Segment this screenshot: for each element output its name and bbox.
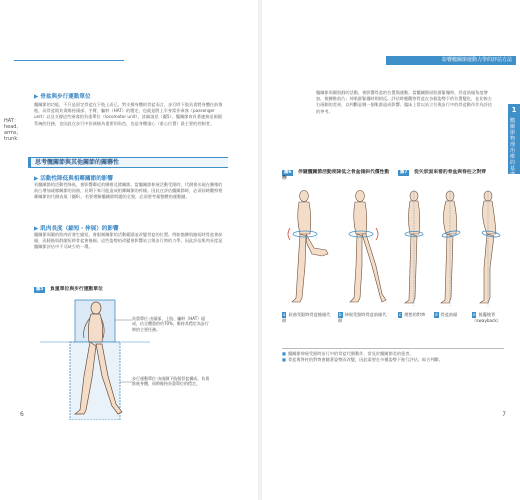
figure-7-title	[398, 170, 508, 176]
figure-7-title-text: 從矢狀面來看的骨盆與脊柱之對齊	[414, 170, 487, 175]
right-intro-paragraph: 髖關節周圍肌群的活動，會影響骨盆的位置與運動。當髖關節屈肌群緊繃時，骨盆前傾角度增加，使腰椎前凸；伸肌群緊繃時則相反。評估時應觀察骨盆在各個姿勢下的位置變化，並比較左右兩側的差異，以判斷是哪一個肌群造成影響。臨床上常以站立位與步行中的骨盆動作作為評估的參考。	[316, 90, 492, 114]
subheading-ankle-text: 活動性降低與相鄰關節的影響	[40, 176, 113, 182]
locomotor-unit-callout: 步行運動單位 由兩側下肢與骨盆構成，負責推進身體，同時維持負重單位的穩定。	[132, 376, 210, 387]
figure-7-illustration	[398, 188, 508, 308]
subheading-length	[34, 224, 119, 232]
figure-5-title	[34, 287, 103, 293]
caption-e-marker: e	[473, 312, 476, 317]
note-2	[282, 357, 504, 363]
page-number-right: 7	[502, 411, 506, 418]
figure-5-title-text: 負重單位與步行運動單位	[50, 287, 103, 292]
figure-6-title	[282, 170, 392, 182]
figure-6-title-text: 伴隨髖關節活動度降低之骨盆傾斜代償性動作	[282, 170, 390, 181]
subheading-length-text: 肌肉長度（縮短・伸展）的影響	[40, 226, 119, 232]
subheading-ankle	[34, 174, 113, 182]
right-page	[262, 0, 520, 500]
triangle-marker-icon: ▶	[34, 94, 39, 100]
caption-e	[472, 312, 508, 323]
note-bullet-icon: ■	[282, 357, 286, 362]
caption-a-marker: a	[283, 312, 286, 317]
subheading-walk-text: 骨盆與步行運動單位	[40, 94, 91, 100]
caption-a-text: 屈曲受限時骨盆後傾代償	[282, 312, 331, 323]
triangle-marker-icon: ▶	[34, 176, 39, 182]
chapter-number: 1	[511, 106, 517, 114]
caption-d-marker: d	[435, 312, 438, 317]
caption-d	[434, 312, 468, 318]
page-number-left: 6	[20, 411, 24, 418]
figure-5-badge: 圖5	[36, 287, 44, 292]
caption-c-text: 理想的對齊	[404, 312, 426, 317]
section-heading: 思考髖關節與其他關節的關聯性	[28, 157, 228, 168]
passenger-unit-callout: 負重單位 由頭部、上肢、軀幹（HAT）組成，佔全體重的約70%，維持其穩定為步行時的主要任務。	[132, 316, 209, 332]
caption-e-text: 搖擺後背（swayback）	[472, 312, 501, 323]
figure-6-illustration	[282, 188, 392, 308]
marginal-note: HAT：head, arms, trunk	[4, 118, 19, 142]
note-2-text: 骨盆與脊柱的對齊會隨著姿勢而改變，因此需要在多種姿勢下進行評估，綜合判斷。	[287, 357, 443, 362]
caption-b-marker: b	[339, 312, 342, 317]
caption-c	[398, 312, 432, 318]
figure-7-badge: 圖7	[400, 170, 408, 175]
note-bullet-icon: ■	[282, 351, 286, 356]
triangle-marker-icon: ▶	[34, 226, 39, 232]
caption-b-text: 伸展受限時骨盆前傾代償	[338, 312, 387, 323]
intro-paragraph: 髖關節的功能，不只是固定骨盆在下肢上而已。對支撐身體的骨盆而言，步行時下肢負責將身體往前推進，而骨盆則負責維持頭部、手臂、軀幹（HAT）的穩定，也就是將上半身當作乘客（passenger unit）以及支撐這些乘客的負重單位（locomotor unit），詳細請見（圖5）。髖關節肩負著連接這兩個系統的任務，也因此在步行中扮演極為重要的角色，也是身體重心（重心位置）最主要的控制者。	[34, 102, 223, 126]
figure-notes	[282, 348, 504, 363]
note-1-text: 髖關節伸展受限時步行中的骨盆代償動作，常見於髖關節炎的患者。	[287, 351, 414, 356]
chapter-side-tab	[508, 104, 520, 178]
caption-c-marker: c	[399, 312, 402, 317]
caption-b	[338, 312, 390, 323]
running-header: 影響髖關節運動力學的評估方法	[386, 56, 516, 65]
header-rule	[14, 60, 124, 61]
chapter-label: 髖關節物理治療的基礎	[510, 118, 516, 178]
figure-6-badge: 圖6	[284, 170, 292, 175]
left-page	[0, 0, 258, 500]
caption-d-text: 骨盆前傾	[440, 312, 458, 317]
subheading-walk	[34, 92, 91, 100]
length-paragraph: 髖關節周圍的肌肉若發生縮短，會限制關節的活動範圍並改變骨盆的位置。例如髂腰肌縮短時骨盆會前傾，而腿後肌群縮短時骨盆會後傾。這些姿勢的改變會影響站立與步行時的力學，因此評估肌肉長度是髖關節評估中不可缺少的一環。	[34, 232, 223, 250]
ankle-paragraph: 若髖關節的活動性降低，會影響鄰近的腰椎及膝關節。當髖關節伸展活動受限時，代償會出現在腰椎的前凸增加或膝關節的屈曲，長期下來可能造成相鄰關節的疼痛。因此在評估髖關節時，必須同時觀察相鄰關節的代償表現（圖6）。若要理解髖關節問題的全貌，必須要考量整體的運動鏈。	[34, 182, 223, 200]
caption-a	[282, 312, 332, 323]
